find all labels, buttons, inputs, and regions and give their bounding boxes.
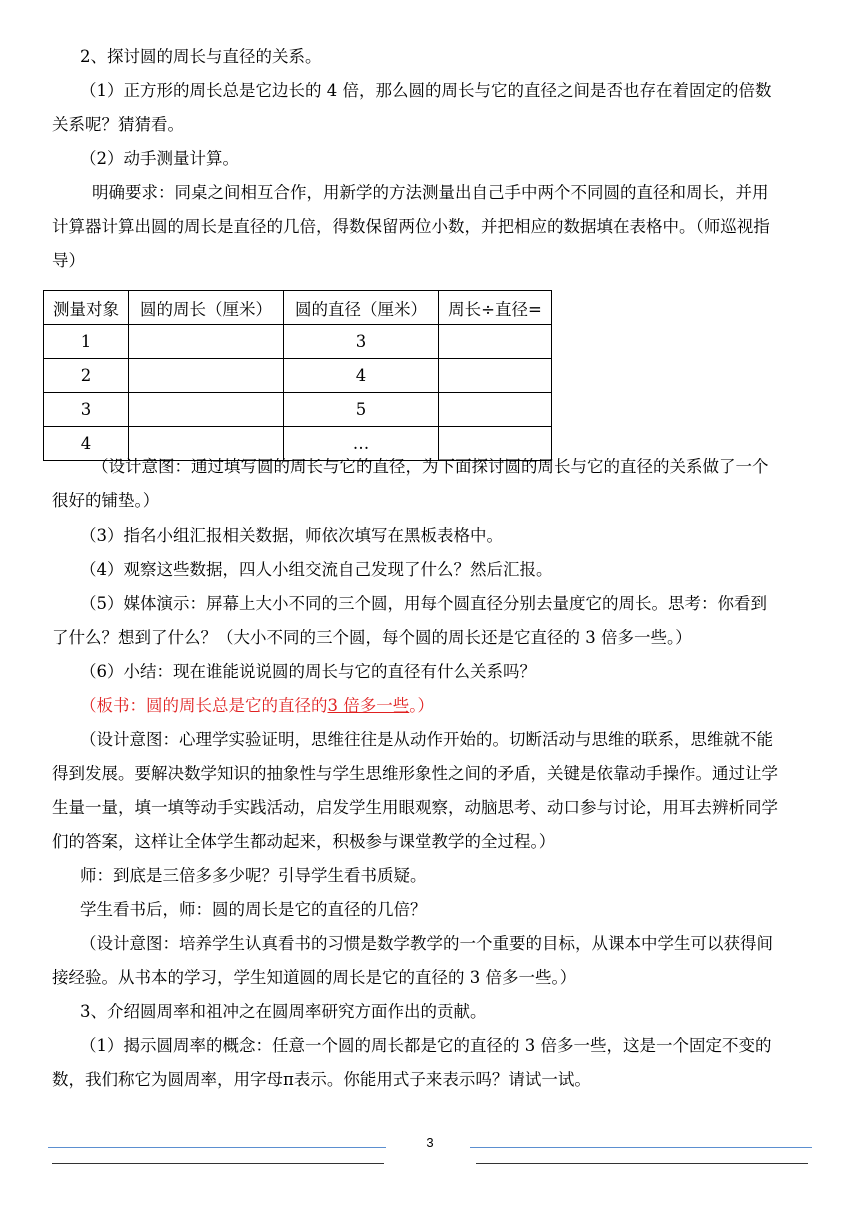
board-note-underlined: 3 倍多一些 <box>327 696 410 715</box>
footer-rule-right-bottom <box>476 1163 808 1164</box>
table-cell <box>129 427 284 461</box>
text-line: 生量一量，填一填等动手实践活动，启发学生用眼观察，动脑思考、动口参与讨论，用耳去辨析同学 <box>52 798 778 817</box>
text-line: 2、探讨圆的周长与直径的关系。 <box>80 47 322 66</box>
text-line: 们的答案，这样让全体学生都动起来，积极参与课堂教学的全过程。） <box>52 832 556 851</box>
text-line: （2）动手测量计算。 <box>80 149 239 168</box>
table-cell <box>129 393 284 427</box>
table-cell: 1 <box>44 325 129 359</box>
table-cell: 2 <box>44 359 129 393</box>
text-line: （6）小结：现在谁能说说圆的周长与它的直径有什么关系吗？ <box>80 662 536 681</box>
text-line: 明确要求：同桌之间相互合作，用新学的方法测量出自己手中两个不同圆的直径和周长，并用 <box>92 183 769 202</box>
text-line: 师：到底是三倍多多少呢？引导学生看书质疑。 <box>80 866 427 885</box>
text-line: 接经验。从书本的学习，学生知道圆的周长是它的直径的 3 倍多一些。） <box>52 968 577 987</box>
table-cell <box>439 359 552 393</box>
text-line: （设计意图：心理学实验证明，思维往往是从动作开始的。切断活动与思维的联系，思维就不能 <box>80 730 773 749</box>
table-cell: 4 <box>284 359 439 393</box>
table-cell <box>439 427 552 461</box>
table-cell <box>129 359 284 393</box>
text-line: 3、介绍圆周率和祖冲之在圆周率研究方面作出的贡献。 <box>80 1002 487 1021</box>
table-row <box>44 359 552 393</box>
table-header-cell: 测量对象 <box>44 291 129 325</box>
measurement-table <box>43 290 552 461</box>
board-note-prefix: （板书：圆的周长总是它的直径的 <box>80 696 328 715</box>
text-line: （1）揭示圆周率的概念：任意一个圆的周长都是它的直径的 3 倍多一些，这是一个固定不变的 <box>80 1036 772 1055</box>
text-line: （1）正方形的周长总是它边长的 4 倍，那么圆的周长与它的直径之间是否也存在着固定的倍数 <box>80 81 772 100</box>
text-line: 关系呢？猜猜看。 <box>52 115 184 134</box>
page-number: 3 <box>426 1135 434 1150</box>
table-row <box>44 393 552 427</box>
text-line: 数，我们称它为圆周率，用字母π表示。你能用式子来表示吗？请试一试。 <box>52 1070 591 1089</box>
table-cell: … <box>284 427 439 461</box>
text-line: （设计意图：培养学生认真看书的习惯是数学教学的一个重要的目标，从课本中学生可以获得间 <box>80 934 773 953</box>
text-line: 学生看书后，师：圆的周长是它的直径的几倍？ <box>80 900 427 919</box>
text-line: （3）指名小组汇报相关数据，师依次填写在黑板表格中。 <box>80 526 503 545</box>
table-header-cell: 圆的直径（厘米） <box>284 291 439 325</box>
text-line: 很好的铺垫。） <box>52 491 160 510</box>
table-cell: 3 <box>44 393 129 427</box>
footer-rule-left-bottom <box>52 1163 384 1164</box>
text-line: （设计意图：通过填写圆的周长与它的直径，为下面探讨圆的周长与它的直径的关系做了一个 <box>92 457 769 476</box>
text-line: 得到发展。要解决数学知识的抽象性与学生思维形象性之间的矛盾，关键是依靠动手操作。通过让学 <box>52 764 778 783</box>
table-header-cell: 圆的周长（厘米） <box>129 291 284 325</box>
text-line: 了什么？想到了什么？（大小不同的三个圆，每个圆的周长还是它直径的 3 倍多一些。） <box>52 628 692 647</box>
text-line: （4）观察这些数据，四人小组交流自己发现了什么？然后汇报。 <box>80 560 553 579</box>
board-note <box>80 694 840 718</box>
table-cell: 4 <box>44 427 129 461</box>
text-line: （5）媒体演示：屏幕上大小不同的三个圆，用每个圆直径分别去量度它的周长。思考：你看到 <box>80 594 767 613</box>
table-cell <box>129 325 284 359</box>
board-note-suffix: 。） <box>409 696 434 715</box>
text-line: 计算器计算出圆的周长是直径的几倍，得数保留两位小数，并把相应的数据填在表格中。（师巡视指 <box>52 217 770 236</box>
table-header-cell: 周长÷直径= <box>439 291 552 325</box>
table-cell: 3 <box>284 325 439 359</box>
table-cell <box>439 393 552 427</box>
table-cell: 5 <box>284 393 439 427</box>
table-row <box>44 325 552 359</box>
table-row <box>44 427 552 461</box>
table-header-row <box>44 291 552 325</box>
text-line: 导） <box>52 251 85 270</box>
table-cell <box>439 325 552 359</box>
